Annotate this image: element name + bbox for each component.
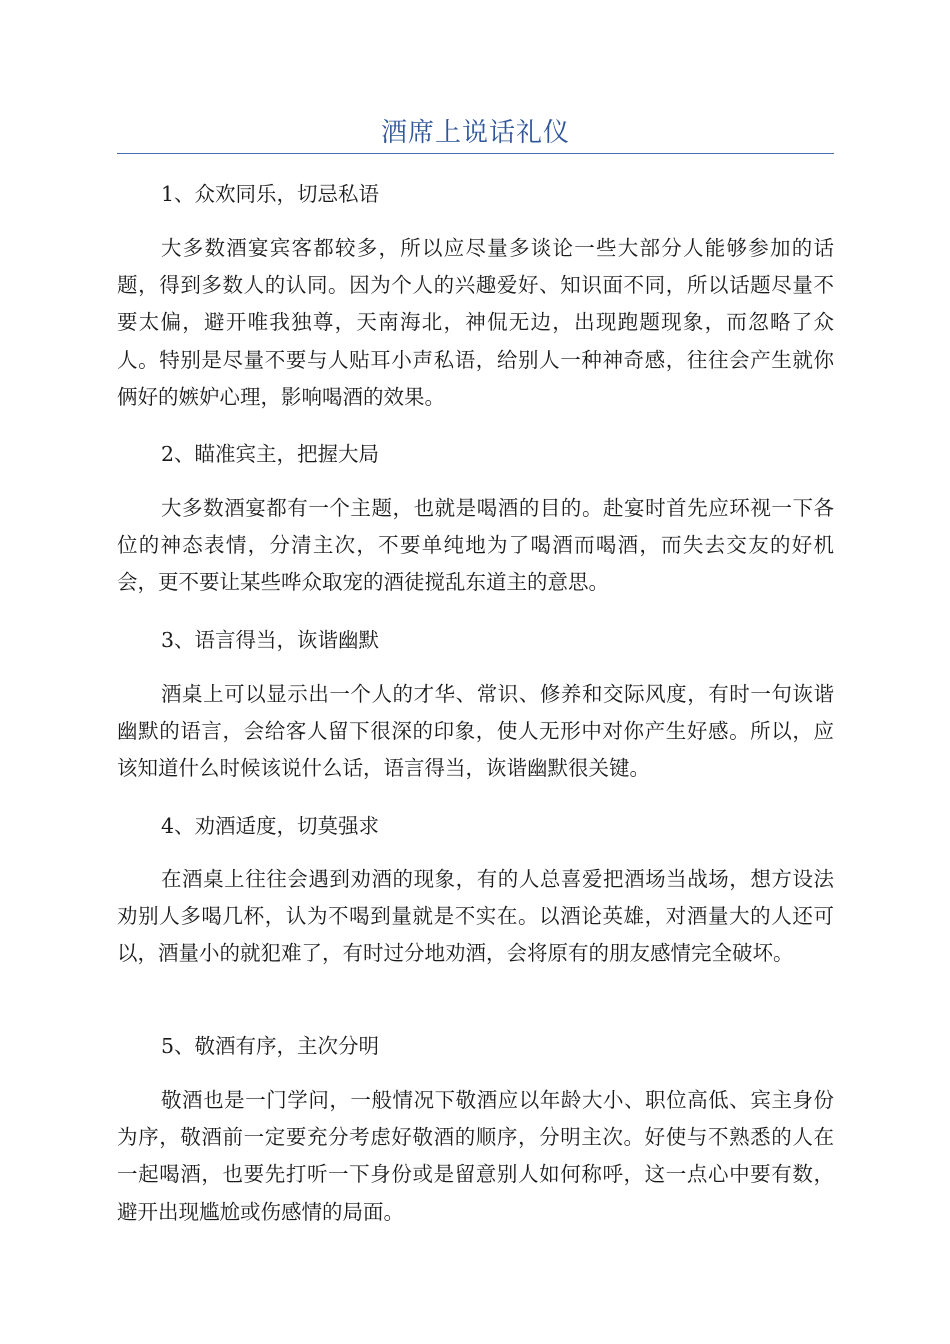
document-title: 酒席上说话礼仪 <box>380 118 570 148</box>
section-heading-3: 3、语言得当，诙谐幽默 <box>161 628 380 652</box>
section-heading-5: 5、敬酒有序，主次分明 <box>161 1034 380 1058</box>
section-paragraph-1: 大多数酒宴宾客都较多，所以应尽量多谈论一些大部分人能够参加的话题，得到多数人的认同。因为个人的兴趣爱好、知识面不同，所以话题尽量不要太偏，避开唯我独尊，天南海北，神侃无边，出现跑题现象，而忽略了众人。特别是尽量不要与人贴耳小声私语，给别人一种神奇感，往往会产生就你俩好的嫉妒心理，影响喝酒的效果。 <box>117 236 834 409</box>
section-heading-2: 2、瞄准宾主，把握大局 <box>161 442 380 466</box>
section-heading-1: 1、众欢同乐，切忌私语 <box>161 182 380 206</box>
section-heading-4: 4、劝酒适度，切莫强求 <box>161 814 380 838</box>
section-paragraph-5: 敬酒也是一门学问，一般情况下敬酒应以年龄大小、职位高低、宾主身份为序，敬酒前一定要充分考虑好敬酒的顺序，分明主次。好使与不熟悉的人在一起喝酒，也要先打听一下身份或是留意别人如何称呼，这一点心中要有数，避开出现尴尬或伤感情的局面。 <box>117 1088 834 1224</box>
title-underline <box>117 153 834 154</box>
section-paragraph-2: 大多数酒宴都有一个主题，也就是喝酒的目的。赴宴时首先应环视一下各位的神态表情，分清主次，不要单纯地为了喝酒而喝酒，而失去交友的好机会，更不要让某些哗众取宠的酒徒搅乱东道主的意思。 <box>117 496 834 595</box>
section-paragraph-3: 酒桌上可以显示出一个人的才华、常识、修养和交际风度，有时一句诙谐幽默的语言，会给客人留下很深的印象，使人无形中对你产生好感。所以，应该知道什么时候该说什么话，语言得当，诙谐幽默很关键。 <box>117 682 834 781</box>
section-paragraph-4: 在酒桌上往往会遇到劝酒的现象，有的人总喜爱把酒场当战场，想方设法劝别人多喝几杯，认为不喝到量就是不实在。以酒论英雄，对酒量大的人还可以，酒量小的就犯难了，有时过分地劝酒，会将原有的朋友感情完全破坏。 <box>117 867 834 966</box>
